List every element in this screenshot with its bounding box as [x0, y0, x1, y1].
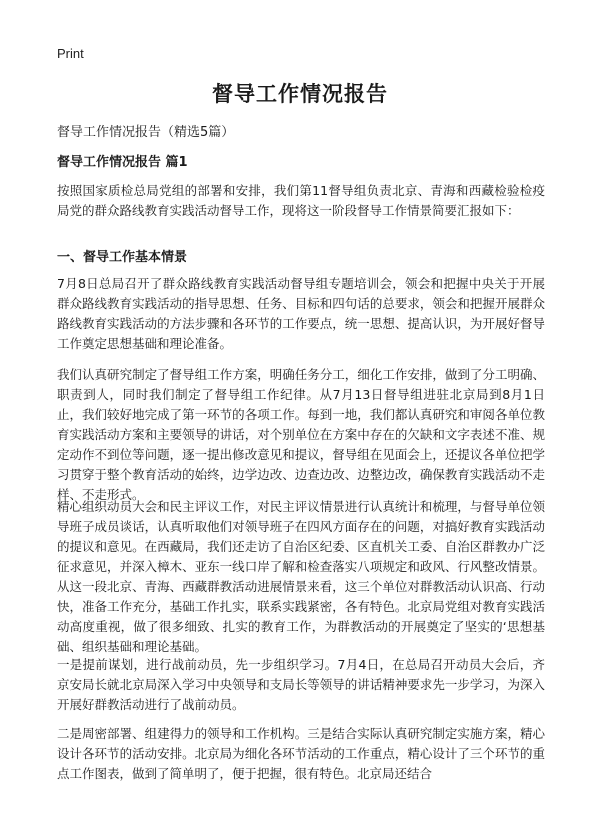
paragraph: 一是提前谋划，进行战前动员，先一步组织学习。7月4日，在总局召开动员大会后，齐京安局长就北京局深入学习中央领导和支局长等领导的讲话精神要求先一步学习，为深入开展好群教活动进行了战前动员。 — [57, 657, 545, 712]
document-title: 督导工作情况报告 — [212, 82, 388, 106]
section-heading: 一、督导工作基本情景 — [57, 250, 188, 265]
paragraph: 二是周密部署、组建得力的领导和工作机构。三是结合实际认真研究制定实施方案，精心设计各环节的活动安排。北京局为细化各环节活动的工作重点，精心设计了三个环节的重点工作图表，做到了简单明了，便于把握，很有特色。北京局还结合 — [57, 726, 545, 781]
paragraph: 精心组织动员大会和民主评议工作，对民主评议情景进行认真统计和梳理，与督导单位领导班子成员谈话，认真听取他们对领导班子在四风方面存在的问题，对搞好教育实践活动的提议和意见。在西藏局，我们还走访了自治区纪委、区直机关工委、自治区群教办广泛征求意见，并深入樟木、亚东一线口岸了解和检查落实八项规定和政风、行风整改情景。从这一段北京、青海、西藏群教活动进展情景来看，这三个单位对群教活动认识高、行动快，准备工作充分，基础工作扎实，联系实践紧密，各有特色。北京局党组对教育实践活动高度重视，做了很多细致、扎实的教育工作，为群教活动的开展奠定了坚实的‘思想基础、组织基础和理论基础。 — [57, 499, 545, 654]
paragraph: 7月8日总局召开了群众路线教育实践活动督导组专题培训会，领会和把握中央关于开展群众路线教育实践活动的指导思想、任务、目标和四句话的总要求，领会和把握开展群众路线教育实践活动的方法步骤和各环节的工作要点，统一思想、提高认识，为开展好督导工作奠定思想基础和理论准备。 — [57, 276, 545, 351]
print-link[interactable]: Print — [57, 46, 84, 61]
document-subtitle: 督导工作情况报告（精选5篇） — [57, 125, 235, 140]
paragraph-intro: 按照国家质检总局党组的部署和安排，我们第11督导组负责北京、青海和西藏检验检疫局党的群众路线教育实践活动督导工作，现将这一阶段督导工作情景简要汇报如下： — [57, 183, 545, 218]
section-title: 督导工作情况报告 篇1 — [57, 155, 188, 170]
paragraph: 我们认真研究制定了督导组工作方案，明确任务分工，细化工作安排，做到了分工明确、职责到人，同时我们制定了督导组工作纪律。从7月13日督导组进驻北京局到8月1日止，我们较好地完成了第一环节的各项工作。每到一地，我们都认真研究和审阅各单位教育实践活动方案和主要领导的讲话，对个别单位在方案中存在的欠缺和文字表述不准、规定动作不到位等问题，逐一提出修改意见和提议，督导组在见面会上，还提议各单位把学习贯穿于整个教育活动的始终，边学边改、边查边改、边整边改，确保教育实践活动不走样、不走形式。 — [57, 367, 545, 502]
